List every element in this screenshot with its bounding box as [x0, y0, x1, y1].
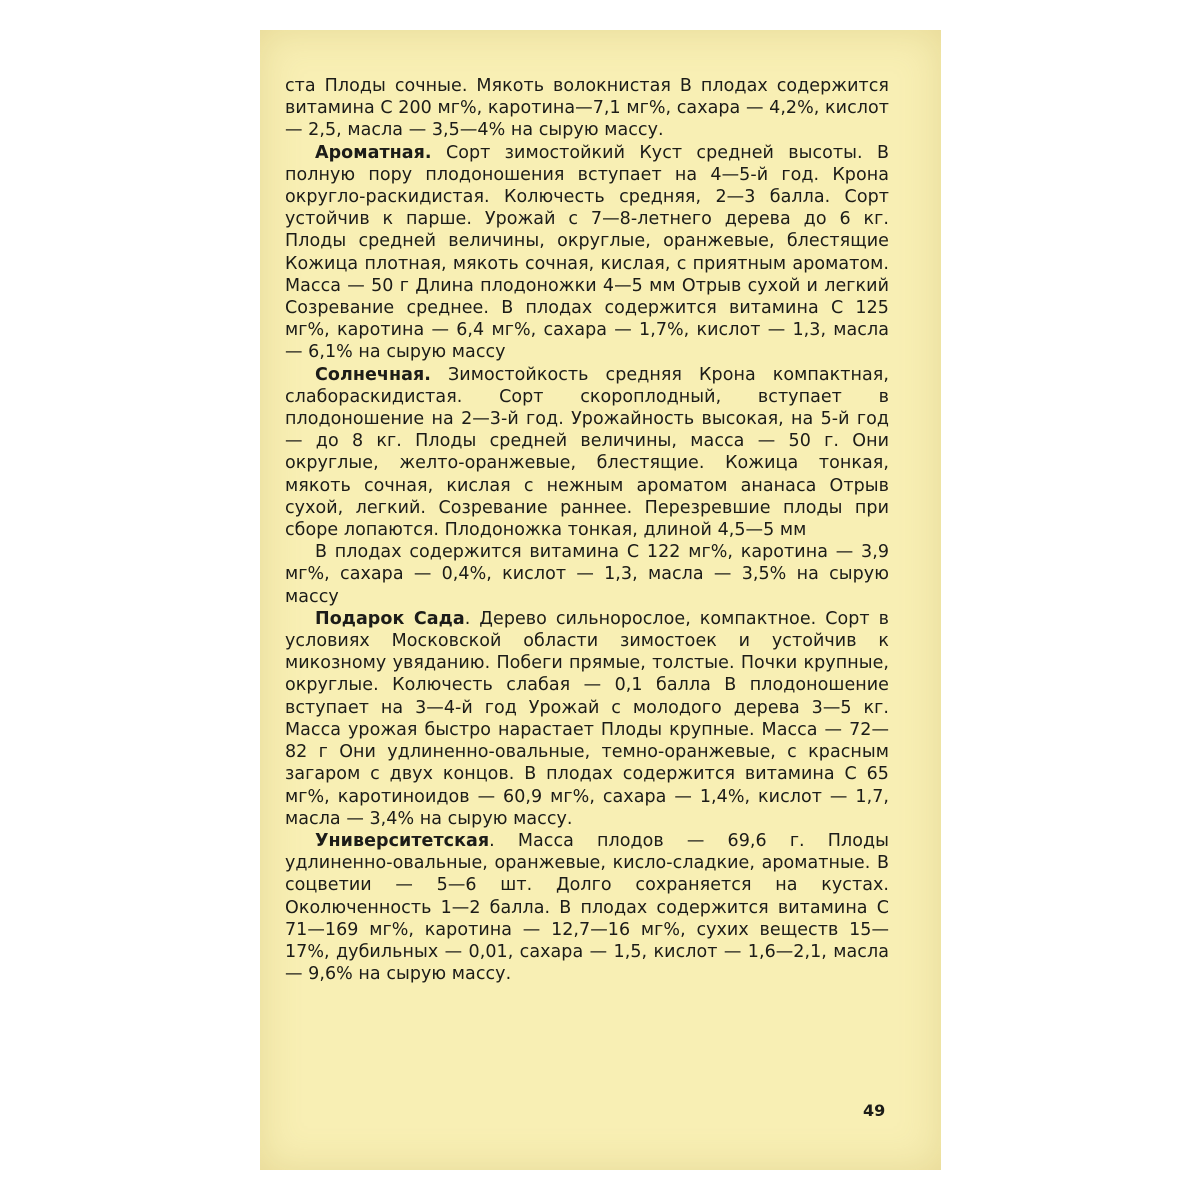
page-text	[285, 75, 889, 985]
paragraph-solnechnaya	[285, 364, 889, 542]
paragraph-body: ста Плоды сочные. Мякоть волокнистая В плодах содержится витамина С 200 мг%, каротина—7,1 мг%, сахара — 4,2%, кислот — 2,5, масла — 3,5—4% на сырую массу.	[285, 76, 889, 141]
paragraph-heading: Университетская	[315, 830, 490, 851]
paragraph-universitetskaya	[285, 830, 889, 985]
paragraph-heading: Подарок Сада	[315, 608, 465, 629]
paragraph-heading: Ароматная.	[315, 142, 432, 163]
page-number: 49	[863, 1101, 886, 1120]
paragraph-body: . Дерево сильнорослое, компактное. Сорт в условиях Московской области зимостоек и устойчив к микозному увяданию. Побеги прямые, толстые. Почки крупные, округлые. Колючесть слабая — 0,1 балла В плодоношение вступает на 3—4-й год Урожай с молодого дерева 3—5 кг. Масса урожая быстро нарастает Плоды крупные. Масса — 72—82 г Они удлиненно-овальные, темно-оранжевые, с красным загаром с двух концов. В плодах содержится витамина С 65 мг%, каротиноидов — 60,9 мг%, сахара — 1,4%, кислот — 1,7, масла — 3,4% на сырую массу.	[285, 608, 889, 829]
paragraph-body: . Масса плодов — 69,6 г. Плоды удлиненно-овальные, оранжевые, кисло-сладкие, ароматные. В соцветии — 5—6 шт. Долго сохраняется на кустах. Околюченность 1—2 балла. В плодах содержится витамина С 71—169 мг%, каротина — 12,7—16 мг%, сухих веществ 15—17%, дубильных — 0,01, сахара — 1,5, кислот — 1,6—2,1, масла — 9,6% на сырую массу.	[285, 830, 889, 985]
paragraph-heading: Солнечная.	[315, 364, 431, 385]
paragraph-body: В плодах содержится витамина С 122 мг%, каротина — 3,9 мг%, сахара — 0,4%, кислот — 1,3, масла — 3,5% на сырую массу	[285, 542, 889, 607]
paragraph-body: Зимостойкость средняя Крона компактная, слабораскидистая. Сорт скороплодный, вступает в плодоношение на 2—3-й год. Урожайность высокая, на 5-й год — до 8 кг. Плоды средней величины, масса — 50 г. Они округлые, желто-оранжевые, блестящие. Кожица тонкая, мякоть сочная, кислая с нежным ароматом ананаса Отрыв сухой, легкий. Созревание раннее. Перезревшие плоды при сборе лопаются. Плодоножка тонкая, длиной 4,5—5 мм	[285, 364, 889, 541]
paragraph-solnechnaya-vitamins	[285, 541, 889, 608]
paragraph-body: Сорт зимостойкий Куст средней высоты. В полную пору плодоношения вступает на 4—5-й год. Крона округло-раскидистая. Колючесть средняя, 2—3 балла. Сорт устойчив к парше. Урожай с 7—8-летнего дерева до 6 кг. Плоды средней величины, округлые, оранжевые, блестящие Кожица плотная, мякоть сочная, кислая, с приятным ароматом. Масса — 50 г Длина плодоножки 4—5 мм Отрыв сухой и легкий Созревание среднее. В плодах содержится витамина С 125 мг%, каротина — 6,4 мг%, сахара — 1,7%, кислот — 1,3, масла — 6,1% на сырую массу	[285, 142, 889, 363]
book-page	[260, 30, 941, 1170]
paragraph-continuation	[285, 75, 889, 142]
paragraph-aromatnaya	[285, 142, 889, 364]
paragraph-podarok-sada	[285, 608, 889, 830]
